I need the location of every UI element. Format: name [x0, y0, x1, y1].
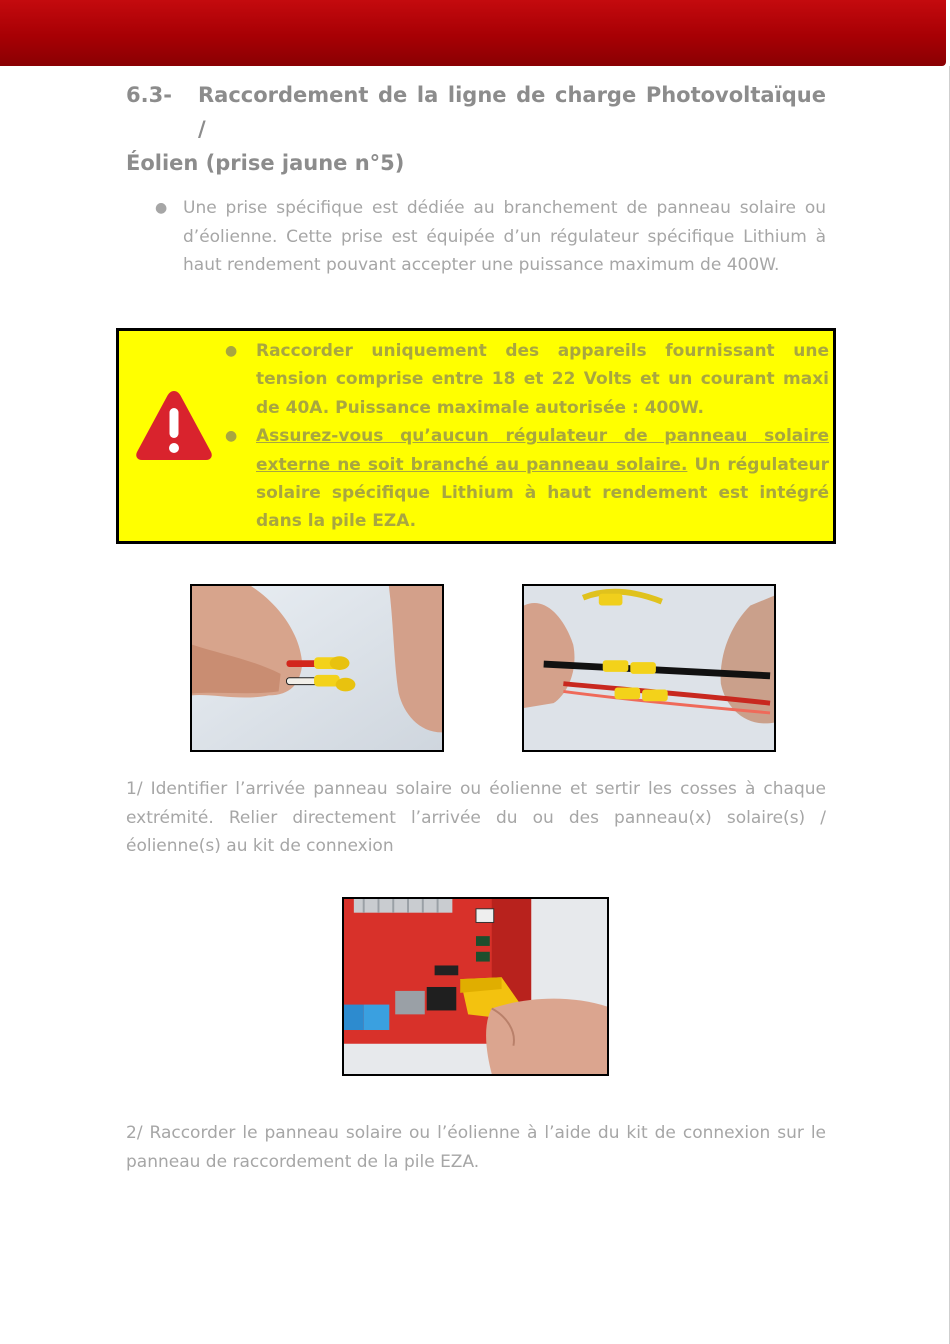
header-bar — [0, 0, 946, 66]
photo-eza-connection — [342, 897, 609, 1076]
section-title-line2: Éolien (prise jaune n°5) — [126, 151, 405, 175]
warning-triangle-icon — [134, 388, 214, 462]
bullet-icon: ● — [225, 343, 238, 359]
bullet-icon: ● — [155, 200, 168, 216]
warning-item-text — [256, 422, 829, 536]
step1-text: 1/ Identifier l’arrivée panneau solaire ou éolienne et sertir les cosses à chaque extrémité. Relier directement l’arrivée du ou des panneau(x) solaire(s) / éolienne(s) au kit de connexion — [126, 779, 826, 856]
intro-bullet — [155, 194, 826, 280]
section-number: 6.3- — [126, 83, 172, 107]
section-title — [126, 78, 826, 180]
photo-wire-connection — [522, 584, 776, 752]
warning-list — [225, 337, 829, 536]
bullet-icon: ● — [225, 428, 238, 445]
intro-bullet-text: Une prise spécifique est dédiée au branchement de panneau solaire ou d’éolienne. Cette prise est équipée d’un régulateur spécifique Lithium à haut rendement pouvant accepter une puissance maximum de 400W. — [183, 198, 826, 275]
warning-underlined-text: Assurez-vous qu’aucun régulateur de panneau solaire externe ne soit branché au panneau solaire. — [256, 426, 829, 475]
step2-text: 2/ Raccorder le panneau solaire ou l’éolienne à l’aide du kit de connexion sur le panneau de raccordement de la pile EZA. — [126, 1123, 826, 1172]
warning-item-text: Raccorder uniquement des appareils fournissant une tension comprise entre 18 et 22 Volts et un courant maxi de 40A. Puissance maximale autorisée : 400W. — [256, 341, 829, 418]
warning-rest-text: Un régulateur solaire spécifique Lithium à haut rendement est intégré dans la pile EZA. — [256, 454, 830, 532]
photo-crimped-wires — [190, 584, 444, 752]
warning-item — [225, 422, 829, 536]
warning-box — [116, 328, 836, 544]
section-title-line1: Raccordement de la ligne de charge Photovoltaïque / — [198, 83, 826, 141]
warning-item — [225, 337, 829, 422]
